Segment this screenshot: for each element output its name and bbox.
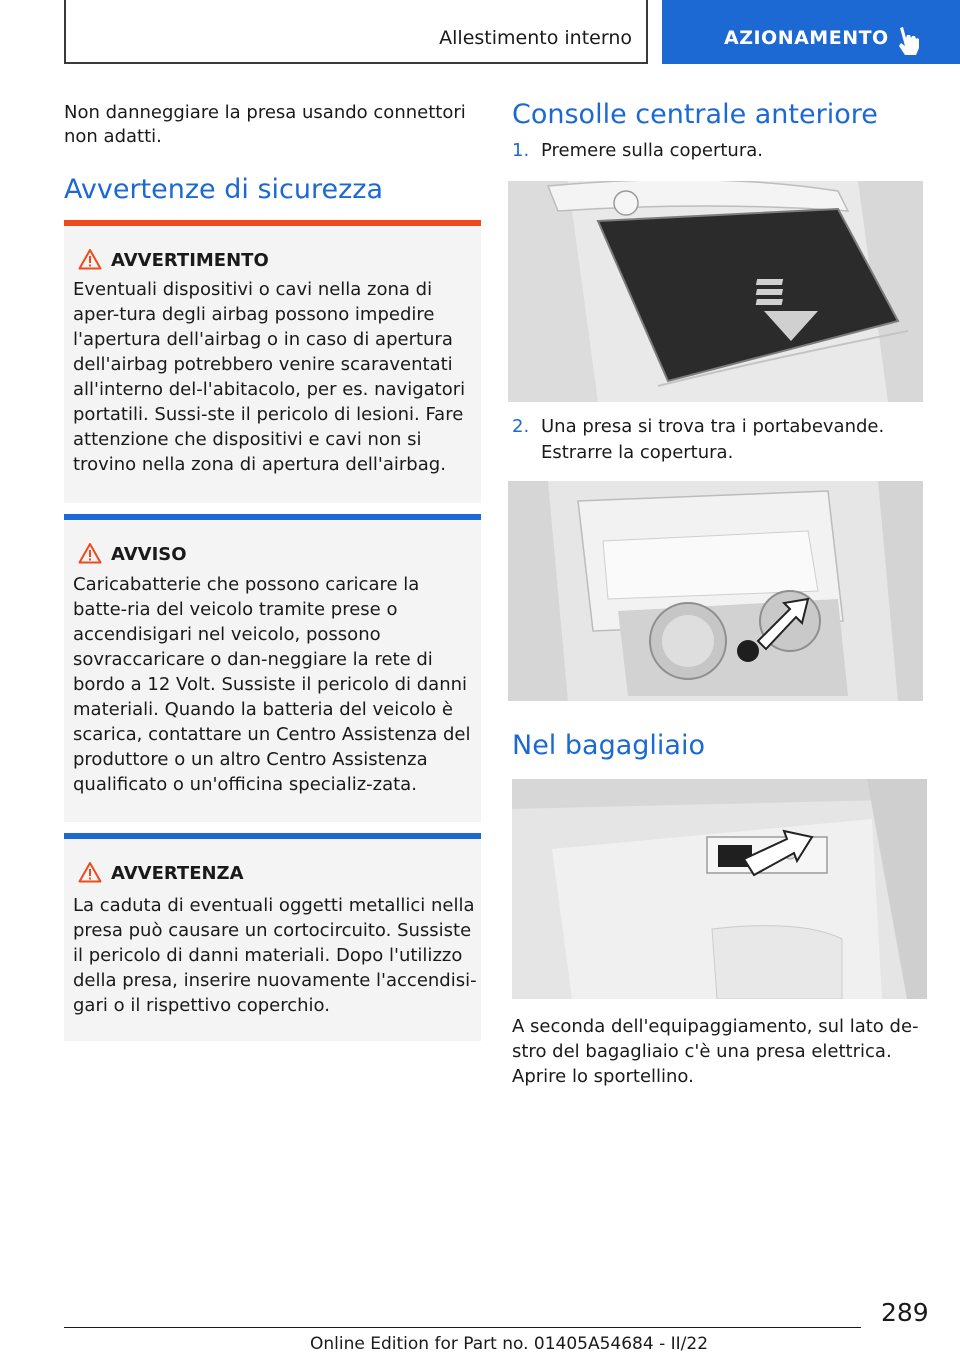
warning-text: La caduta di eventuali oggetti metallici nella presa può causare un cortocircuito. Sussiste il pericolo di danni materiali. Dopo l'utilizzo della presa, inserire nuovamente l'accendisi-gari o il rispettivo coperchio.	[73, 895, 477, 1016]
trunk-socket-photo	[512, 779, 927, 999]
page-number: 289	[881, 1298, 929, 1327]
step-number: 1.	[512, 140, 530, 161]
warning-box-avvertimento	[64, 220, 481, 503]
warning-bar	[64, 220, 481, 226]
trunk-heading: Nel bagagliaio	[512, 730, 705, 761]
footer-divider	[64, 1327, 861, 1328]
warning-box-avviso	[64, 514, 481, 822]
header-section-tab	[64, 0, 648, 64]
step-text: Una presa si trova tra i portabevande. Estrarre la copertura.	[541, 416, 885, 463]
warning-bar	[64, 833, 481, 839]
warning-triangle-icon	[78, 248, 102, 270]
warning-title: AVVISO	[111, 544, 187, 565]
footer-edition: Online Edition for Part no. 01405A54684 - II/22	[310, 1334, 709, 1354]
intro-paragraph: Non danneggiare la presa usando connettori non adatti.	[64, 102, 466, 147]
step-text: Premere sulla copertura.	[541, 140, 763, 161]
hand-pointer-icon	[896, 26, 920, 56]
warning-triangle-icon	[78, 861, 102, 883]
console-heading: Consolle centrale anteriore	[512, 99, 878, 130]
console-cover-photo	[508, 181, 923, 402]
trunk-paragraph: A seconda dell'equipaggiamento, sul lato de-stro del bagagliaio c'è una presa elettrica. Aprire lo sportellino.	[512, 1016, 919, 1087]
safety-heading: Avvertenze di sicurezza	[64, 174, 383, 205]
warning-text: Caricabatterie che possono caricare la batte-ria del veicolo tramite prese o accendisigari nel veicolo, possono sovraccaricare o dan-neggiare la rete di bordo a 12 Volt. Sussiste il pericolo di danni materiali. Quando la batteria del veicolo è scarica, contattare un Centro Assistenza del produttore o un altro Centro Assistenza qualificato o un'officina specializ-zata.	[73, 574, 471, 795]
warning-box-avvertenza	[64, 833, 481, 1041]
warning-text: Eventuali dispositivi o cavi nella zona di aper-tura degli airbag possono impedire l'apertura dell'airbag o in caso di apertura dell'airbag potrebbero venire scaraventati all'interno del-l'abitacolo, per es. navigatori portatili. Sussi-ste il pericolo di lesioni. Fare attenzione che dispositivi e cavi non si trovino nella zona di apertura dell'airbag.	[73, 279, 466, 475]
chapter-title: AZIONAMENTO	[724, 27, 889, 49]
cupholder-socket-photo	[508, 481, 923, 701]
warning-title: AVVERTIMENTO	[111, 250, 269, 271]
step-number: 2.	[512, 416, 530, 437]
section-title: Allestimento interno	[439, 27, 632, 49]
warning-title: AVVERTENZA	[111, 863, 244, 884]
warning-triangle-icon	[78, 542, 102, 564]
header-chapter-tab	[662, 0, 960, 64]
warning-bar	[64, 514, 481, 520]
